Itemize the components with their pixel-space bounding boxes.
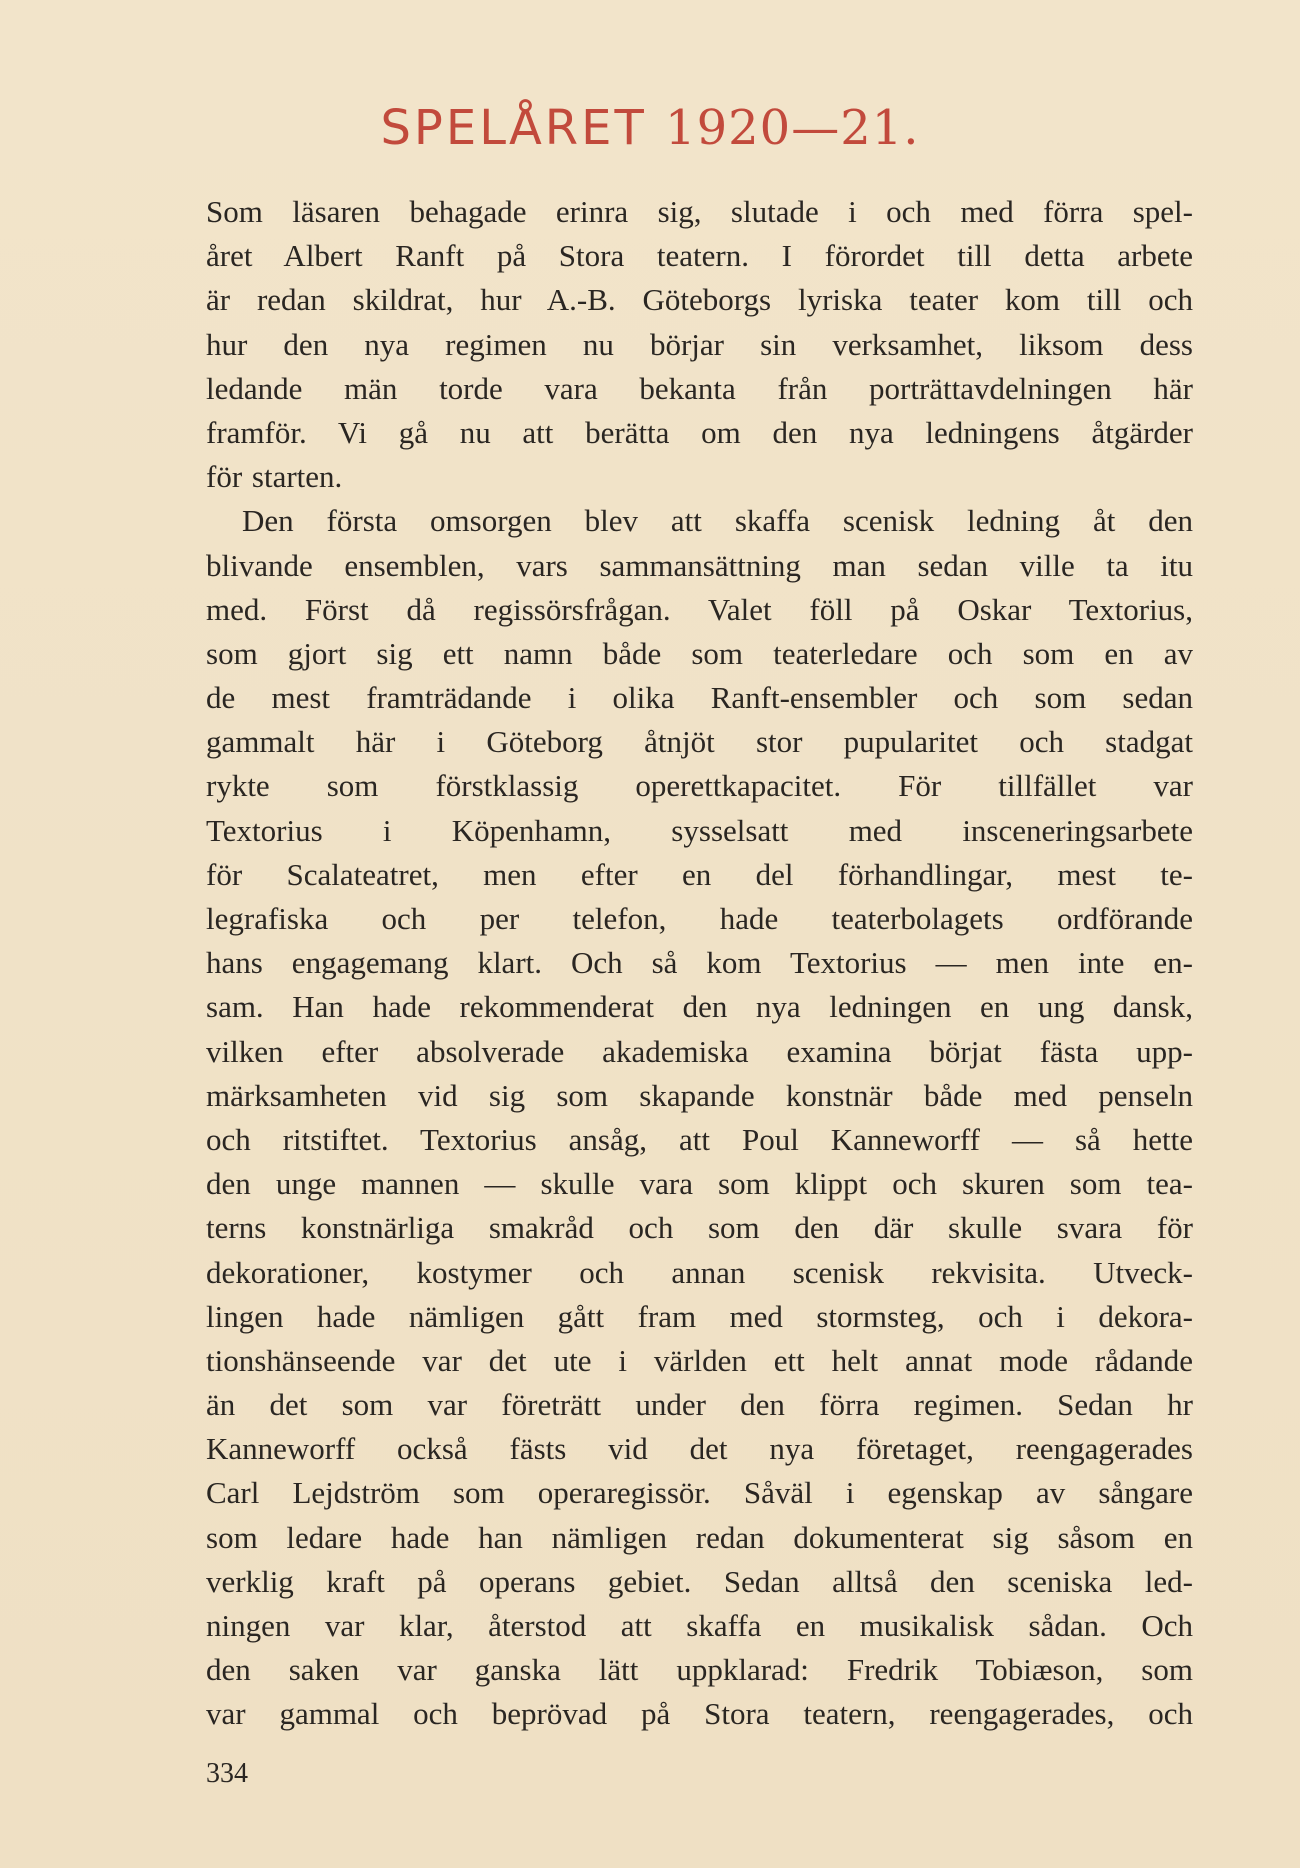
text-line: är redan skildrat, hur A.-B. Göteborgs lyriska teater kom till och: [206, 282, 1193, 318]
text-line: Textorius i Köpenhamn, sysselsatt med insceneringsarbete: [206, 812, 1193, 848]
text-line: verklig kraft på operans gebiet. Sedan alltså den sceniska led-: [206, 1563, 1193, 1599]
text-line: Som läsaren behagade erinra sig, slutade i och med förra spel-: [206, 194, 1193, 229]
page-number: 334: [206, 1758, 248, 1789]
text-line: den saken var ganska lätt uppklarad: Fredrik Tobiæson, som: [206, 1652, 1193, 1688]
text-line: Den första omsorgen blev att skaffa scenisk ledning åt den: [242, 503, 1193, 539]
paragraph: [206, 499, 1193, 1736]
text-line: rykte som förstklassig operettkapacitet. För tillfället var: [206, 768, 1193, 804]
text-line: året Albert Ranft på Stora teatern. I förordet till detta arbete: [206, 238, 1193, 274]
text-line: med. Först då regissörsfrågan. Valet föll på Oskar Textorius,: [206, 591, 1193, 627]
chapter-title-word: SPELÅRET: [380, 100, 647, 156]
text-line: ningen var klar, återstod att skaffa en musikalisk sådan. Och: [206, 1608, 1193, 1643]
chapter-title-year: 1920—21.: [665, 100, 920, 156]
text-line: gammalt här i Göteborg åtnjöt stor pupularitet och stadgat: [206, 724, 1193, 760]
text-line: som gjort sig ett namn både som teaterledare och som en av: [206, 635, 1193, 671]
text-line: framför. Vi gå nu att berätta om den nya ledningens åtgärder: [206, 414, 1193, 450]
text-line: för Scalateatret, men efter en del förhandlingar, mest te-: [206, 856, 1193, 892]
text-line: lingen hade nämligen gått fram med stormsteg, och i dekora-: [206, 1298, 1193, 1334]
text-line: Carl Lejdström som operaregissör. Såväl i egenskap av sångare: [206, 1475, 1193, 1511]
text-line: de mest framträdande i olika Ranft-ensembler och som sedan: [206, 680, 1193, 716]
paragraph: [206, 190, 1193, 499]
text-line: för starten.: [206, 459, 343, 495]
text-line: tionshänseende var det ute i världen ett helt annat mode rådande: [206, 1342, 1193, 1378]
text-line: hur den nya regimen nu börjar sin verksamhet, liksom dess: [206, 326, 1193, 362]
text-line: som ledare hade han nämligen redan dokumenterat sig såsom en: [206, 1519, 1193, 1555]
text-line: var gammal och beprövad på Stora teatern, reengagerades, och: [206, 1696, 1193, 1732]
text-line: än det som var företrätt under den förra regimen. Sedan hr: [206, 1387, 1193, 1423]
text-line: vilken efter absolverade akademiska examina börjat fästa upp-: [206, 1033, 1193, 1069]
body-text: [206, 190, 1193, 1737]
chapter-title: [0, 100, 1300, 156]
text-line: och ritstiftet. Textorius ansåg, att Poul Kanneworff — så hette: [206, 1121, 1193, 1157]
text-line: blivande ensemblen, vars sammansättning man sedan ville ta itu: [206, 547, 1193, 583]
text-line: dekorationer, kostymer och annan scenisk rekvisita. Utveck-: [206, 1254, 1193, 1290]
text-line: sam. Han hade rekommenderat den nya ledningen en ung dansk,: [206, 989, 1193, 1025]
text-line: legrafiska och per telefon, hade teaterbolagets ordförande: [206, 901, 1193, 936]
text-line: Kanneworff också fästs vid det nya företaget, reengagerades: [206, 1431, 1193, 1467]
text-line: hans engagemang klart. Och så kom Textorius — men inte en-: [206, 945, 1193, 981]
text-line: den unge mannen — skulle vara som klippt och skuren som tea-: [206, 1166, 1193, 1202]
text-line: märksamheten vid sig som skapande konstnär både med penseln: [206, 1077, 1193, 1113]
text-line: terns konstnärliga smakråd och som den där skulle svara för: [206, 1210, 1193, 1246]
text-line: ledande män torde vara bekanta från porträttavdelningen här: [206, 370, 1193, 406]
